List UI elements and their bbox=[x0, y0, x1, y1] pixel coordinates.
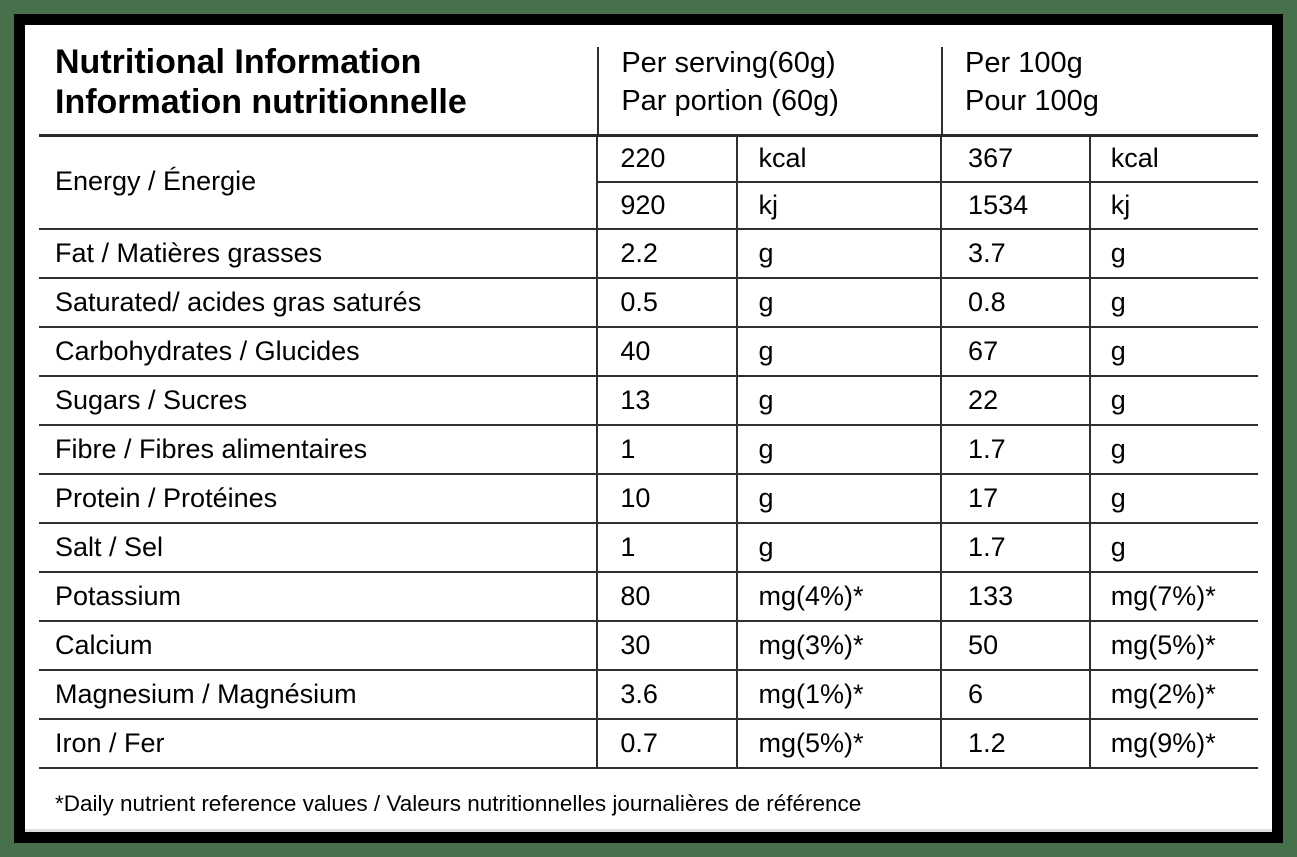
per-serving-value: 0.7 bbox=[597, 719, 737, 768]
row-label: Fat / Matières grasses bbox=[39, 229, 597, 278]
per-100g-unit: g bbox=[1090, 376, 1258, 425]
per-100g-unit: g bbox=[1090, 425, 1258, 474]
per-serving-value: 13 bbox=[597, 376, 737, 425]
per-serving-value: 2.2 bbox=[597, 229, 737, 278]
table-title bbox=[39, 31, 597, 135]
per-serving-value: 10 bbox=[597, 474, 737, 523]
table-row-fat bbox=[39, 229, 1258, 278]
per-serving-value: 30 bbox=[597, 621, 737, 670]
table-row-protein bbox=[39, 474, 1258, 523]
per-serving-unit: mg(3%)* bbox=[737, 621, 941, 670]
per-100g-unit: mg(5%)* bbox=[1090, 621, 1258, 670]
table-row-potassium bbox=[39, 572, 1258, 621]
per-serving-value: 0.5 bbox=[597, 278, 737, 327]
row-label: Potassium bbox=[39, 572, 597, 621]
per-serving-unit: mg(1%)* bbox=[737, 670, 941, 719]
table-row-iron bbox=[39, 719, 1258, 768]
per-serving-value: 3.6 bbox=[597, 670, 737, 719]
nutrition-table bbox=[39, 31, 1258, 830]
table-row-sugars bbox=[39, 376, 1258, 425]
table-row-salt bbox=[39, 523, 1258, 572]
per-100g-unit: g bbox=[1090, 327, 1258, 376]
per-serving-unit: kj bbox=[737, 182, 941, 229]
per-100g-unit: g bbox=[1090, 229, 1258, 278]
per-100g-unit: g bbox=[1090, 278, 1258, 327]
table-row-calcium bbox=[39, 621, 1258, 670]
row-label: Protein / Protéines bbox=[39, 474, 597, 523]
per-100g-value: 50 bbox=[941, 621, 1090, 670]
title-line-fr: Information nutritionnelle bbox=[55, 83, 467, 122]
footnote-row bbox=[39, 768, 1258, 830]
per-serving-unit: g bbox=[737, 425, 941, 474]
table-header-row bbox=[39, 31, 1258, 135]
per-100g-value: 3.7 bbox=[941, 229, 1090, 278]
row-label: Sugars / Sucres bbox=[39, 376, 597, 425]
per-100g-unit: kj bbox=[1090, 182, 1258, 229]
per-100g-line-fr: Pour 100g bbox=[965, 85, 1099, 118]
per-serving-unit: g bbox=[737, 474, 941, 523]
per-100g-unit: g bbox=[1090, 523, 1258, 572]
per-serving-line-fr: Par portion (60g) bbox=[621, 85, 839, 118]
title-line-en: Nutritional Information bbox=[55, 43, 422, 82]
footnote-text: *Daily nutrient reference values / Valeurs nutritionnelles journalières de référence bbox=[55, 791, 862, 817]
per-serving-unit: mg(5%)* bbox=[737, 719, 941, 768]
table-row-carbohydrates bbox=[39, 327, 1258, 376]
per-serving-unit: g bbox=[737, 229, 941, 278]
row-label: Carbohydrates / Glucides bbox=[39, 327, 597, 376]
row-label: Saturated/ acides gras saturés bbox=[39, 278, 597, 327]
per-100g-value: 1534 bbox=[941, 182, 1090, 229]
per-100g-line-en: Per 100g bbox=[965, 46, 1083, 79]
per-100g-value: 22 bbox=[941, 376, 1090, 425]
per-100g-value: 1.7 bbox=[941, 523, 1090, 572]
table-row-magnesium bbox=[39, 670, 1258, 719]
per-serving-value: 1 bbox=[597, 523, 737, 572]
per-100g-value: 133 bbox=[941, 572, 1090, 621]
per-serving-value: 80 bbox=[597, 572, 737, 621]
row-label: Salt / Sel bbox=[39, 523, 597, 572]
row-label: Iron / Fer bbox=[39, 719, 597, 768]
per-serving-value: 220 bbox=[597, 135, 737, 182]
nutrition-label-card bbox=[14, 14, 1283, 843]
row-label: Magnesium / Magnésium bbox=[39, 670, 597, 719]
column-header-per-serving bbox=[597, 31, 941, 135]
row-label: Calcium bbox=[39, 621, 597, 670]
per-serving-unit: g bbox=[737, 376, 941, 425]
per-100g-value: 0.8 bbox=[941, 278, 1090, 327]
row-label: Energy / Énergie bbox=[39, 135, 597, 229]
per-serving-value: 1 bbox=[597, 425, 737, 474]
per-serving-unit: g bbox=[737, 278, 941, 327]
per-100g-value: 367 bbox=[941, 135, 1090, 182]
per-serving-unit: g bbox=[737, 327, 941, 376]
per-serving-value: 40 bbox=[597, 327, 737, 376]
table-row-fibre bbox=[39, 425, 1258, 474]
per-serving-value: 920 bbox=[597, 182, 737, 229]
per-serving-unit: g bbox=[737, 523, 941, 572]
per-100g-unit: mg(9%)* bbox=[1090, 719, 1258, 768]
per-100g-unit: kcal bbox=[1090, 135, 1258, 182]
per-serving-unit: mg(4%)* bbox=[737, 572, 941, 621]
table-row-saturated bbox=[39, 278, 1258, 327]
row-label: Fibre / Fibres alimentaires bbox=[39, 425, 597, 474]
per-100g-unit: mg(7%)* bbox=[1090, 572, 1258, 621]
per-serving-unit: kcal bbox=[737, 135, 941, 182]
column-header-per-100g bbox=[941, 31, 1258, 135]
per-100g-value: 1.2 bbox=[941, 719, 1090, 768]
per-100g-value: 6 bbox=[941, 670, 1090, 719]
per-100g-unit: g bbox=[1090, 474, 1258, 523]
table-row-energy-kcal bbox=[39, 135, 1258, 182]
per-100g-value: 1.7 bbox=[941, 425, 1090, 474]
per-100g-value: 67 bbox=[941, 327, 1090, 376]
per-serving-line-en: Per serving(60g) bbox=[621, 46, 836, 79]
per-100g-value: 17 bbox=[941, 474, 1090, 523]
per-100g-unit: mg(2%)* bbox=[1090, 670, 1258, 719]
